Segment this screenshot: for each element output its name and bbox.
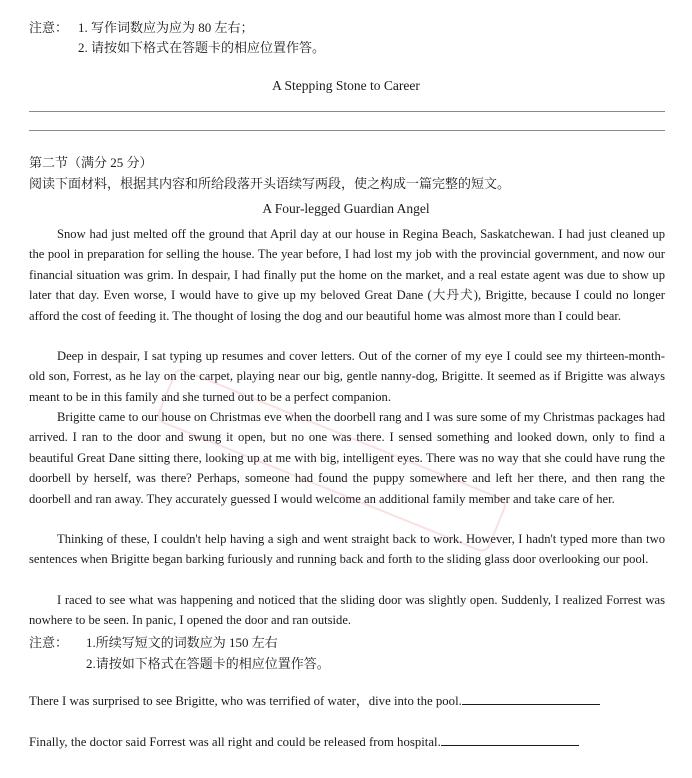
story-paragraph-5: I raced to see what was happening and noticed that the sliding door was slightly open. Suddenly, I realized Forrest was nowhere to be seen. In panic, I opened the door and ran outside. — [29, 593, 665, 628]
section-instruction: 阅读下面材料，根据其内容和所给段落开头语续写两段，使之构成一篇完整的短文。 — [29, 176, 511, 191]
story-paragraph-4: Thinking of these, I couldn't help having a sigh and went straight back to work. However, I hadn't typed more than two sentences when Brigitte began barking furiously and running back and forth to the sliding glass door overlooking our pool. — [29, 532, 665, 567]
writing-title: A Stepping Stone to Career — [272, 78, 420, 93]
story-paragraph-2: Deep in despair, I sat typing up resumes and cover letters. Out of the corner of my eye I could see my thirteen-month-old son, Forrest, as he lay on the carpet, playing near our big, gentle nanny-dog, Brigitte. It seemed as if Brigitte was always meant to be in this family and she turned out to be a perfect companion. — [29, 349, 665, 404]
story-paragraph-3: Brigitte came to our house on Christmas eve when the doorbell rang and I was sure some of my Christmas packages had arrived. I ran to the door and swung it open, but no one was there. I sensed something and looked down, only to find a beautiful Great Dane sitting there, looking up at me with big, intelligent eyes. There was no way that she could have rung the doorbell by herself, was there? Perhaps, someone had found the puppy somewhere and left her there, and then rang the doorbell and ran away. They accurately guessed I would welcome an additional family member and take care of her. — [29, 410, 665, 506]
story-paragraph-1: Snow had just melted off the ground that April day at our house in Regina Beach, Saskatchewan. I had just cleaned up the pool in preparation for selling the house. The year before, I had lost my job with the provincial government, and now our financial situation was grim. In despair, I had finally put the home on the market, and a real estate agent was due to show up later that day. Even worse, I would have to give up my beloved Great Dane (大丹犬), Brigitte, because I could no longer afford the cost of feeding it. The thought of losing the dog and our beautiful home was almost more than I could bear. — [29, 227, 665, 323]
continuation-notice-2: 2.请按如下格式在答题卡的相应位置作答。 — [86, 656, 330, 671]
notice-label-1: 注意： — [29, 20, 69, 35]
answer-line-2 — [29, 130, 665, 131]
prompt-2-text: Finally, the doctor said Forrest was all right and could be released from hospital. — [29, 735, 441, 749]
notice-item-2: 2. 请按如下格式在答题卡的相应位置作答。 — [78, 40, 326, 55]
prompt-1 — [29, 692, 600, 709]
prompt-1-blank[interactable] — [462, 692, 600, 705]
story-title: A Four-legged Guardian Angel — [262, 201, 430, 216]
prompt-2 — [29, 733, 579, 750]
prompt-1-text: There I was surprised to see Brigitte, who was terrified of water，dive into the pool. — [29, 694, 462, 708]
answer-line-1 — [29, 111, 665, 112]
prompt-2-blank[interactable] — [441, 733, 579, 746]
notice-item-1: 1. 写作词数应为应为 80 左右； — [78, 20, 254, 35]
notice-label-2: 注意： — [29, 635, 69, 650]
section-heading: 第二节（满分 25 分） — [29, 155, 153, 170]
continuation-notice-1: 1.所续写短文的词数应为 150 左右 — [86, 635, 278, 650]
